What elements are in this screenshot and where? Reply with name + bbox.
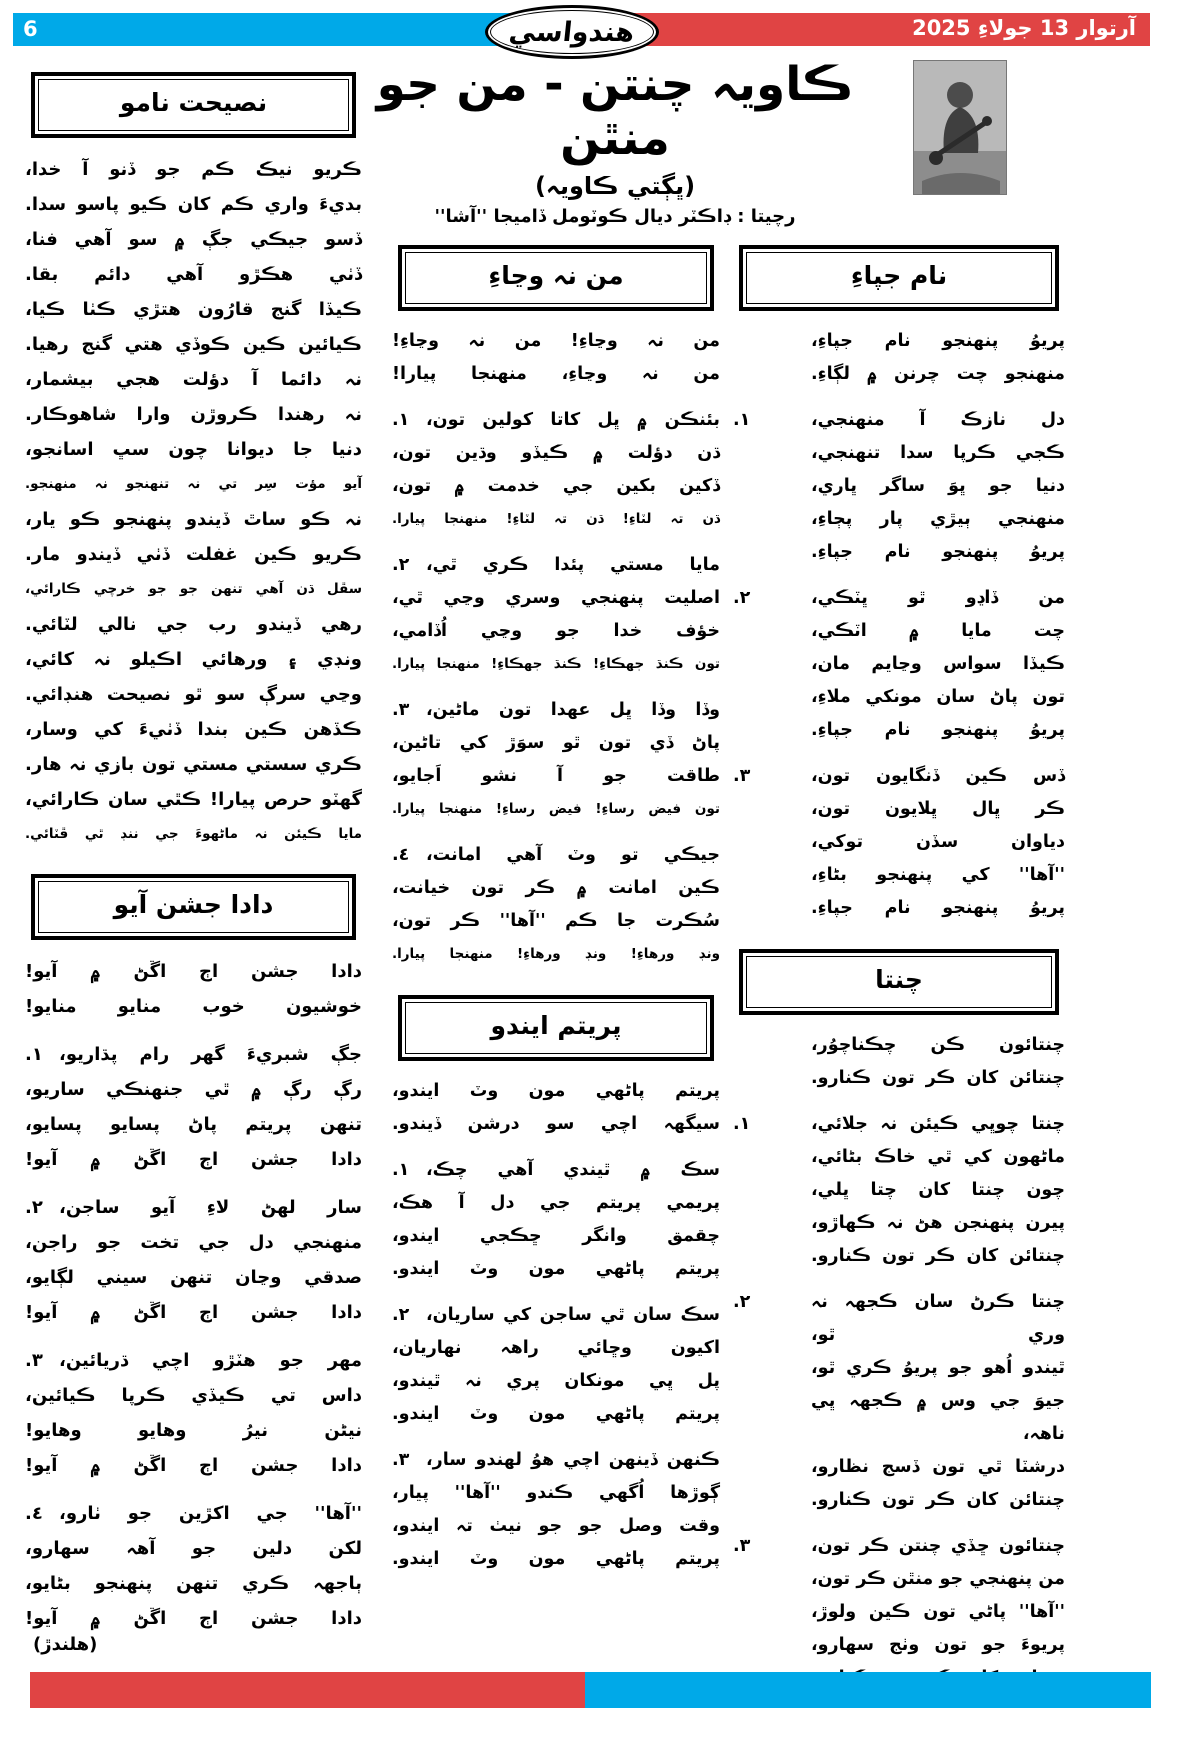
section-heading-box	[31, 874, 356, 940]
poem-line: پريوُ پنهنجو نام جپاءِ.	[811, 720, 1065, 740]
poem-line: ڌن تہ لٽاءِ! ڌن تہ لٽاءِ! منهنجا پيارا.	[392, 511, 720, 527]
footer-bar	[30, 1672, 1151, 1708]
verse-number: ٤.	[392, 845, 410, 865]
poem-line: دادا جشن اڄ اڱڻ ۾ آيو!	[25, 1149, 362, 1170]
poem-line: ڌن دؤلت ۾ ڪيڏو وڌين تون،	[392, 443, 720, 463]
poem-line: ڏٺي هڪڙو آهي دائم بقا.	[25, 264, 362, 285]
poem-line: چنتائن کان ڪر تون ڪنارو.	[811, 1246, 1065, 1266]
poem-line: دادا جشن اڄ اڱڻ ۾ آيو!	[25, 1455, 362, 1476]
poem-line: نيڻن نيرُ وهايو وهايو!	[25, 1420, 362, 1441]
poem-line: ''آها'' جي اکڙين جو ٺارو، ٤.	[25, 1496, 362, 1531]
poem-line: خوشيون خوب منايو منايو!	[25, 996, 362, 1017]
stanza	[392, 1444, 720, 1576]
poem-line: آيو مؤت سِر تي نہ تنهنجو نہ منهنجو.	[25, 476, 362, 492]
stanza	[25, 1037, 362, 1177]
continued-note: (هلندڙ)	[33, 1634, 98, 1655]
poem-line: ڪر ڀال ڀلايون تون،	[811, 799, 1065, 819]
poem-line: منهنجي ٻيڙي پار پڄاءِ،	[811, 509, 1065, 529]
poem-line: چنتائون ڪن چڪناچوُر،	[811, 1035, 1065, 1055]
verse-number: ٢.	[25, 1197, 43, 1218]
poem-line: ڪيڏا گنج قارُون هتڙي ڪٺا ڪيا،	[25, 299, 362, 320]
poem-line: سڪ سان ٿي ساجن کي ساريان، ٢.	[392, 1299, 720, 1332]
poem-line: ڪيائين ڪين ڪوڏي هتي گنج رهيا.	[25, 334, 362, 355]
footer-blue-segment	[585, 1672, 1151, 1708]
poem-line: تون پاڻ سان مونکي ملاءِ،	[811, 687, 1065, 707]
poem-line: جيڪي تو وٽ آهي امانت، ٤.	[392, 839, 720, 872]
stanza	[733, 1108, 1065, 1273]
poem-line: طاقت جو آ نشو اَجايو،	[392, 766, 720, 786]
article-byline: رچيتا : ڊاڪٽر ديال ڪوٽومل ڏاميجا ''آشا''	[434, 206, 796, 228]
stanza	[733, 760, 1065, 925]
poem-line: منهنجي دل جي تخت جو راجن،	[25, 1232, 362, 1253]
article-subtitle: (ڀڳتي ڪاويہ)	[534, 172, 696, 201]
header-bar	[13, 13, 1150, 46]
poem-line: اصليت پنهنجي وسري وڃي ٿي،	[392, 588, 720, 608]
section-heading: چنتا	[746, 956, 1052, 1008]
poem-line: ڪريو ڪين غفلت ڏٺي ڏيندو مار.	[25, 544, 362, 565]
poem-line: تون فيض رساءِ! فيض رساءِ! منهنجا پيارا.	[392, 801, 720, 817]
poem-line: چت مايا ۾ اٽڪي،	[811, 621, 1065, 641]
stanza	[392, 1075, 720, 1141]
poem-line: ڪين امانت ۾ ڪر تون خيانت،	[392, 878, 720, 898]
poem-line: پريتم پاڻهي مون وٽ ايندو.	[392, 1549, 720, 1569]
poem-line: داس تي ڪيڏي ڪرپا ڪيائين،	[25, 1385, 362, 1406]
poem-line: مايا مستي پئدا ڪري ٿي، ٢.	[392, 549, 720, 582]
page-number: 6	[23, 17, 38, 41]
poem-line: لکن دلين جو آهہ سهارو،	[25, 1538, 362, 1559]
poem-line: چنتائن کان ڪر تون ڪنارو.	[811, 1068, 1065, 1088]
poem-line: چنتا چوڀي ڪيئن نہ جلائي، ١.	[733, 1108, 1065, 1141]
poem-line: جڳ شبريءَ گهر رام پڌاريو، ١.	[25, 1037, 362, 1072]
poem-line: پريتم پاڻهي مون وٽ ايندو.	[392, 1404, 720, 1424]
poem-line: پل ڀي مونکان پري نہ ٿيندو،	[392, 1371, 720, 1391]
stanza	[392, 1154, 720, 1286]
poem-line: دادا جشن اڄ اڱڻ ۾ آيو!	[25, 1302, 362, 1323]
section-heading: پريتم ايندو	[405, 1002, 707, 1054]
poem-line: وقت وصل جو جو نيٺ تہ ايندو،	[392, 1516, 720, 1536]
stanza	[392, 325, 720, 391]
poem-line: من پنهنجي جو منٿن ڪر تون،	[811, 1569, 1065, 1589]
poem-line: تنهن پريتم پاڻ پسايو پسايو،	[25, 1114, 362, 1135]
poem-line: ماڻهون کي ٿي خاڪ بڻائي،	[811, 1147, 1065, 1167]
poem-line: من نہ وڃاءِ! من نہ وڃاءِ!	[392, 331, 720, 351]
newspaper-logo-text: هندواسي	[507, 16, 637, 48]
poem-line: بديءَ واري ڪم کان ڪيو پاسو سدا.	[25, 194, 362, 215]
verse-number: ١.	[25, 1044, 43, 1065]
poem-line: پريتم پاڻهي مون وٽ ايندو،	[392, 1081, 720, 1101]
stanza	[733, 1029, 1065, 1095]
stanza	[25, 1496, 362, 1636]
poem-line: ونڊ ورهاءِ! ونڊ ورهاءِ! منهنجا پيارا.	[392, 946, 720, 962]
verse-number: ٣.	[733, 1536, 751, 1556]
poem-line: چنتائن کان ڪر تون ڪنارو.	[811, 1490, 1065, 1510]
column-mid	[392, 245, 720, 1589]
poem-line: ڪيڏا سواس وڃايم مان،	[811, 654, 1065, 674]
poem-line: وڏا وڏا ڀل عهدا تون ماڻين، ٣.	[392, 694, 720, 727]
article-masthead	[320, 58, 910, 227]
stanza	[733, 325, 1065, 391]
poem-line: ڪري سستي مستي تون بازي نہ هار.	[25, 754, 362, 775]
poem-line: چنتائون ڇڏي چنتن ڪر تون، ٣.	[733, 1530, 1065, 1563]
poem-line: ٿيندو اُهو جو پريوُ ڪري ٿو،	[811, 1358, 1065, 1378]
poem-line: پريتم پاڻهي مون وٽ ايندو.	[392, 1259, 720, 1279]
poem-line: مهر جو هٽڙو اچي ڌريائين، ٣.	[25, 1343, 362, 1378]
stanza	[25, 152, 362, 852]
poem-line: ڏسو جيڪي جڳ ۾ سو آهي فنا،	[25, 229, 362, 250]
poem-line: وڃي سرڳ سو ٿو نصيحت هنڊائي.	[25, 684, 362, 705]
poem-line: من ڏاڍو ٿو ڀٽڪي، ٢.	[733, 582, 1065, 615]
section-heading: نام جپاءِ	[746, 252, 1052, 304]
poem-line: پريوُ پنهنجو نام جپاءِ،	[811, 331, 1065, 351]
poem-line: ڪجي ڪرپا سدا تنهنجي،	[811, 443, 1065, 463]
verse-number: ٢.	[392, 1305, 410, 1325]
poem-line: پريوءَ جو تون وٺج سهارو،	[811, 1635, 1065, 1655]
verse-number: ٢.	[733, 588, 751, 608]
poem-line: چقمق وانگر ڇڪجي ايندو،	[392, 1226, 720, 1246]
poem-line: سار لهڻ لاءِ آيو ساجن، ٢.	[25, 1190, 362, 1225]
stanza	[733, 404, 1065, 569]
newspaper-logo	[485, 5, 659, 59]
stanza	[25, 1190, 362, 1330]
stanza	[392, 404, 720, 536]
poem-line: ڪڏهن ڪين بندا ڏٺيءَ کي وسار،	[25, 719, 362, 740]
stanza	[25, 1343, 362, 1483]
stanza	[392, 694, 720, 826]
verse-number: ٣.	[25, 1350, 43, 1371]
section-heading-box	[398, 245, 714, 311]
verse-number: ٢.	[733, 1292, 751, 1312]
verse-number: ١.	[733, 410, 751, 430]
poem-line: سڦل ڌن آهي تنهن جو جو خرچي ڪارائي،	[25, 581, 362, 597]
poem-line: دادا جشن اڄ اڱڻ ۾ آيو!	[25, 961, 362, 982]
poem-line: رهي ڏيندو رب جي نالي لٽائي.	[25, 614, 362, 635]
poem-line: نہ رهندا ڪروڙن وارا شاهوڪار.	[25, 404, 362, 425]
section-heading: من نہ وڃاءِ	[405, 252, 707, 304]
stanza	[392, 549, 720, 681]
verse-number: ٣.	[392, 1450, 410, 1470]
poem-line: تون ڪنڌ جهڪاءِ! ڪنڌ جهڪاءِ! منهنجا پيارا.	[392, 656, 720, 672]
section-heading: دادا جشن آيو	[38, 881, 349, 933]
stanza	[392, 1299, 720, 1431]
poem-line: خؤف خدا جو وڃي اُڏامي،	[392, 621, 720, 641]
verse-number: ١.	[392, 1160, 410, 1180]
poem-line: ڏس ڪين ڏنگايون تون، ٣.	[733, 760, 1065, 793]
poem-line: پاڻ ڏي تون ٿو سوَڙ کي تاڻين،	[392, 733, 720, 753]
poem-line: گهٽو حرص پيارا! ڪٿي سان ڪارائي،	[25, 789, 362, 810]
poem-line: ''آها'' پاڻي تون ڪين ولوڙ،	[811, 1602, 1065, 1622]
poem-line: ٻاجهہ ڪري تنهن پنهنجو بڻايو،	[25, 1573, 362, 1594]
poem-line: چون چنتا کان چتا ڀلي،	[811, 1180, 1065, 1200]
poem-line: نہ ڪو ساٿ ڏيندو پنهنجو ڪو يار،	[25, 509, 362, 530]
poem-line: مايا ڪيئن نہ ماڻهوءَ جي ننڊ ٿي ڦٽائي.	[25, 826, 362, 842]
saraswati-photo-art	[914, 61, 1006, 194]
poem-line: ڪريو نيڪ ڪم جو ڏنو آ خدا،	[25, 159, 362, 180]
stanza	[733, 1530, 1065, 1695]
verse-number: ١.	[392, 410, 410, 430]
poem-line: ڳوڙها اُگهي ڪندو ''آها'' پيار،	[392, 1483, 720, 1503]
section-heading-box	[31, 72, 356, 138]
poem-line: درشٽا ٿي تون ڏسج نظارو،	[811, 1457, 1065, 1477]
verse-number: ٣.	[733, 766, 751, 786]
stanza	[25, 954, 362, 1024]
poem-line: چنتا ڪرڻ سان ڪجهہ نہ وري ٿو، ٢.	[733, 1286, 1065, 1352]
poem-line: ونڊي ۽ ورهائي اڪيلو نہ کائي،	[25, 649, 362, 670]
verse-number: ١.	[733, 1114, 751, 1134]
poem-line: ڪنهن ڏينهن اچي هوُ لهندو سار، ٣.	[392, 1444, 720, 1477]
stanza	[733, 582, 1065, 747]
column-left	[25, 72, 362, 1649]
saraswati-photo	[913, 60, 1007, 195]
article-title: ڪاويہ چنتن - من جو منٿن	[376, 57, 854, 167]
poem-line: منهنجو چت چرنن ۾ لڳاءِ.	[811, 364, 1065, 384]
column-right	[733, 245, 1065, 1708]
section-heading-box	[739, 949, 1059, 1015]
stanza	[733, 1286, 1065, 1517]
verse-number: ٣.	[392, 700, 410, 720]
poem-line: دنيا جا ديوانا چون سڀ اسانجو،	[25, 439, 362, 460]
poem-line: دادا جشن اڄ اڱڻ ۾ آيو!	[25, 1608, 362, 1629]
poem-line: اکيون وڇائي راهہ نهاريان،	[392, 1338, 720, 1358]
poem-line: ''آها'' کي پنهنجو بڻاءِ،	[811, 865, 1065, 885]
poem-line: دياوان سڏن توکي،	[811, 832, 1065, 852]
section-heading-box	[398, 995, 714, 1061]
poem-line: صدقي وڃان تنهن سيني لڳايو،	[25, 1267, 362, 1288]
poem-line: نہ دائما آ دؤلت هجي بيشمار،	[25, 369, 362, 390]
poem-line: سيگهہ اچي سو درشن ڏيندو.	[392, 1114, 720, 1134]
footer-red-segment	[30, 1672, 585, 1708]
stanza	[392, 839, 720, 971]
poem-line: دنيا جو ڀوَ ساگر ڀاري،	[811, 476, 1065, 496]
poem-line: بئنڪن ۾ ڀل کاتا کولين تون، ١.	[392, 404, 720, 437]
poem-line: سُڪرت جا ڪم ''آها'' ڪر تون،	[392, 911, 720, 931]
section-heading: نصيحت نامو	[38, 79, 349, 131]
poem-line: دل نازڪ آ منهنجي، ١.	[733, 404, 1065, 437]
poem-line: سڪ ۾ ٿيندي آهي چڪ، ١.	[392, 1154, 720, 1187]
poem-line: پريمي پريتم جي دل آ هڪ،	[392, 1193, 720, 1213]
poem-line: پريوُ پنهنجو نام جپاءِ.	[811, 542, 1065, 562]
header-blue-segment	[13, 13, 513, 46]
poem-line: من نہ وڃاءِ، منهنجا پيارا!	[392, 364, 720, 384]
verse-number: ٢.	[392, 555, 410, 575]
section-heading-box	[739, 245, 1059, 311]
poem-line: پريوُ پنهنجو نام جپاءِ.	[811, 898, 1065, 918]
poem-line: رڳ رڳ ۾ ٿي جنهنڪي ساريو،	[25, 1079, 362, 1100]
poem-line: ڏکين بکين جي خدمت ۾ تون،	[392, 476, 720, 496]
header-date: آرتوار 13 جولاءِ 2025	[912, 16, 1136, 40]
poem-line: پيرن پنهنجن هڻ نہ ڪهاڙو،	[811, 1213, 1065, 1233]
poem-line: جيوَ جي وس ۾ ڪجهہ ڀي ناهہ،	[811, 1391, 1065, 1444]
verse-number: ٤.	[25, 1503, 43, 1524]
